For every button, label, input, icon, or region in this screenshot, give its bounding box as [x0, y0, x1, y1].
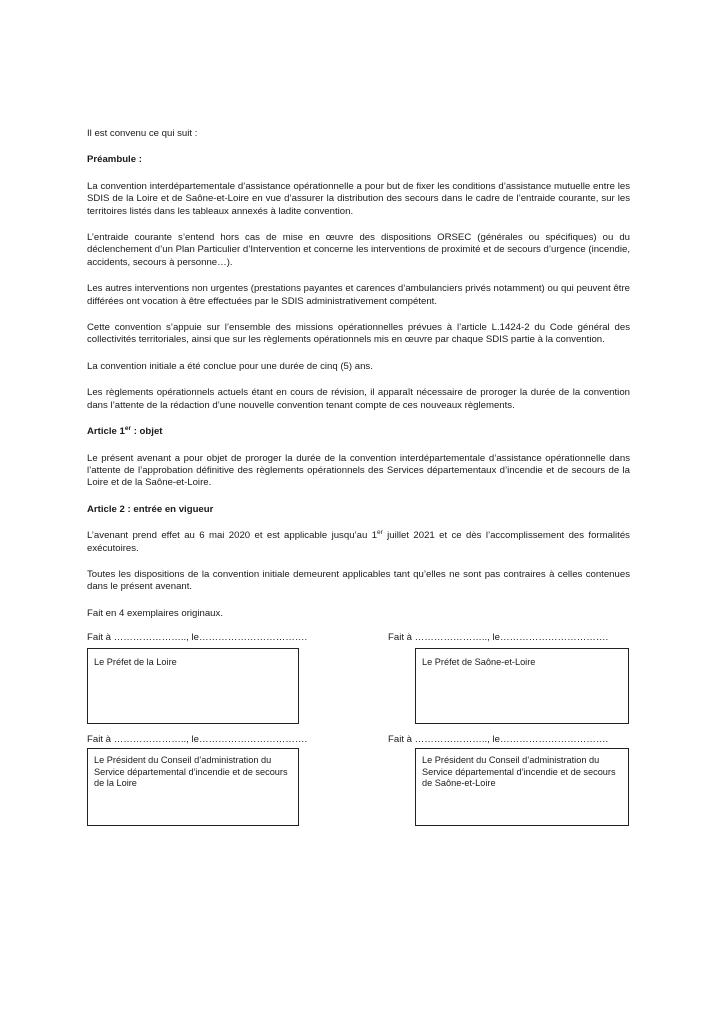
preambule-paragraph-2: L’entraide courante s’entend hors cas de mise en œuvre des dispositions ORSEC (générales ou spécifiques) ou du déclenchement d’un Plan Particulier d’Intervention et concerne les interventions de proximité et de secours d’urgence (incendie, accidents, secours à personne…).: [87, 232, 630, 268]
signatory-prefet-loire: Le Préfet de la Loire: [94, 657, 177, 668]
preambule-paragraph-5: La convention initiale a été conclue pour une durée de cinq (5) ans.: [87, 360, 373, 372]
signature-box-prefet-saone: [415, 648, 629, 724]
fait-a-line-right-2: Fait à ………………….., le…………………………….: [388, 734, 609, 746]
signatory-prefet-saone: Le Préfet de Saône-et-Loire: [422, 657, 536, 668]
preambule-paragraph-1: La convention interdépartementale d’assistance opérationnelle a pour but de fixer les conditions d’assistance mutuelle entre les SDIS de la Loire et de Saône-et-Loire en vue d’assurer la distribution des secours dans le cadre de l’entraide courante, sur les territoires listés dans les tableaux annexés à ladite convention.: [87, 180, 630, 217]
article-1-title-post: : objet: [131, 426, 163, 438]
article-2-text-sup: er: [377, 528, 383, 536]
document-page: [87, 128, 630, 832]
preambule-paragraph-3: Les autres interventions non urgentes (prestations payantes et carences d’ambulanciers privés notamment) ou qui peuvent être différées ont vocation à être effectuées par le SDIS administrativement compétent.: [87, 283, 630, 307]
signatory-president-saone: Le Président du Conseil d’administration du Service départemental d’incendie et de secours de Saône-et-Loire: [422, 755, 616, 789]
preambule-paragraph-6: Les règlements opérationnels actuels étant en cours de révision, il apparaît nécessaire de proroger la durée de la convention dans l’attente de la rédaction d’une nouvelle convention tenant compte de ces nouveaux règlements.: [87, 387, 630, 411]
fait-a-line-left-1: Fait à ………………….., le…………………………….: [87, 632, 308, 644]
signature-box-president-loire: [87, 748, 299, 826]
article-2-text-2: Toutes les dispositions de la convention initiale demeurent applicables tant qu’elles ne sont pas contraires à celles contenues dans le présent avenant.: [87, 568, 630, 593]
intro-text: Il est convenu ce qui suit :: [87, 128, 198, 139]
article-1-heading: [87, 426, 630, 438]
signature-section: [87, 632, 630, 832]
article-2-text: [87, 530, 630, 555]
preambule-heading: Préambule :: [87, 154, 142, 166]
signature-box-prefet-loire: [87, 648, 299, 724]
article-1-title-sup: er: [124, 424, 132, 432]
article-2-heading: Article 2 : entrée en vigueur: [87, 503, 214, 515]
fait-a-line-right-1: Fait à ………………….., le…………………………….: [388, 632, 609, 644]
fait-en-exemplaires: Fait en 4 exemplaires originaux.: [87, 607, 223, 619]
signature-box-president-saone: [415, 748, 629, 826]
fait-a-line-left-2: Fait à ………………….., le…………………………….: [87, 734, 308, 746]
article-2-text-post: juillet 2021 et ce dès l’accomplissement des formalités exécutoires.: [87, 530, 630, 554]
article-2-text-pre: L’avenant prend effet au 6 mai 2020 et est applicable jusqu’au 1: [87, 530, 378, 542]
preambule-paragraph-4: Cette convention s’appuie sur l’ensemble des missions opérationnelles prévues à l’article L.1424-2 du Code général des collectivités territoriales, ainsi que sur les règlements opérationnels mis en œuvre par chaque SDIS partie à la convention.: [87, 322, 630, 346]
article-1-text: Le présent avenant a pour objet de proroger la durée de la convention interdépartementale d’assistance opérationnelle dans l’attente de l’approbation définitive des règlements opérationnels des Services départementaux d’incendie et de secours de la Loire et de la Saône-et-Loire.: [87, 452, 630, 489]
signatory-president-loire: Le Président du Conseil d’administration du Service départemental d’incendie et de secours de la Loire: [94, 755, 288, 789]
article-1-title-pre: Article 1: [87, 426, 125, 438]
